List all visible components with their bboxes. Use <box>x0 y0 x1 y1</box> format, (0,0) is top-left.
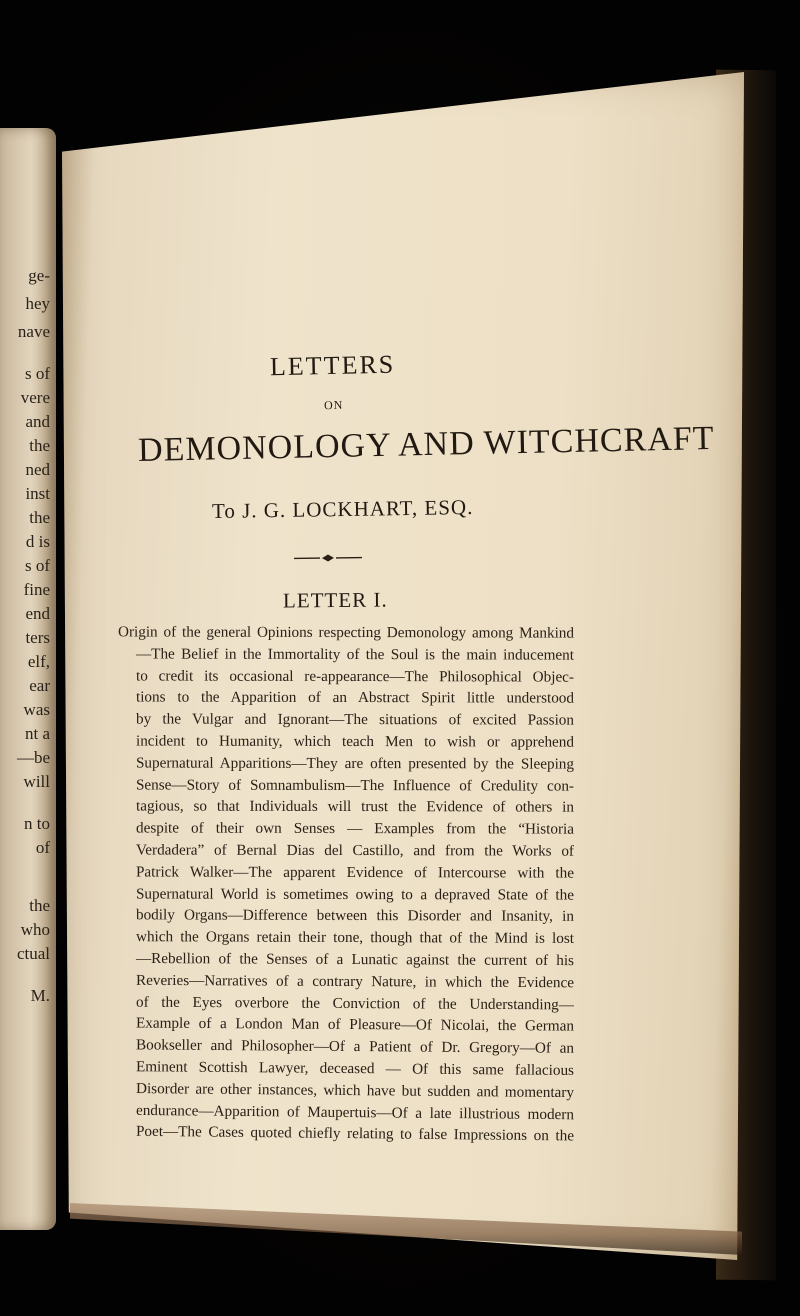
summary-line: endurance—Apparition of Maupertuis—Of a late illustrious modern <box>135 1101 575 1123</box>
left-page-fragment: ge- <box>28 266 50 285</box>
summary-line: incident to Humanity, which teach Men to wish or apprehend <box>135 732 575 751</box>
left-page-fragment: ned <box>25 460 50 479</box>
left-page-fragment: —be <box>16 748 50 767</box>
left-page-fragment: will <box>23 772 50 791</box>
summary-line: Disorder are other instances, which have but sudden and momentary <box>135 1079 575 1101</box>
left-page-fragment: nave <box>17 322 50 341</box>
summary-line: bodily Organs—Difference between this Disorder and Insanity, in <box>135 906 575 926</box>
left-page-fragment: elf, <box>27 652 50 671</box>
left-page-fragment: M. <box>30 986 50 1005</box>
summary-line: of the Eyes overbore the Conviction of the Understanding— <box>135 993 575 1013</box>
left-page-fragment: s of <box>24 364 50 383</box>
summary-line: Supernatural World is sometimes owing to a depraved State of the <box>135 885 575 904</box>
left-page-fragment: the <box>29 508 50 527</box>
summary-line: which the Organs retain their tone, though that of the Mind is lost <box>135 928 575 948</box>
left-page-fragment: vere <box>20 388 50 407</box>
title-letters: LETTERS <box>269 349 396 382</box>
summary-line: Patrick Walker—The apparent Evidence of Intercourse with the <box>135 863 575 882</box>
left-page-fragment: ters <box>25 628 50 647</box>
summary-line: —The Belief in the Immortality of the Soul is the main inducement <box>135 645 575 664</box>
summary-line: by the Vulgar and Ignorant—The situations of excited Passion <box>135 710 575 729</box>
left-page-fragment: fine <box>23 580 50 599</box>
summary-line: —Rebellion of the Senses of a Lunatic against the current of his <box>135 949 575 970</box>
left-page-fragment: inst <box>25 484 50 503</box>
summary-line: Supernatural Apparitions—They are often presented by the Sleeping <box>135 754 575 773</box>
left-page-fragment: d is <box>25 532 50 551</box>
summary-line: Example of a London Man of Pleasure—Of Nicolai, the German <box>135 1014 575 1035</box>
left-page-fragment: the <box>29 896 50 915</box>
left-page-fragment: who <box>20 920 50 939</box>
left-page-fragment: s of <box>24 556 50 575</box>
summary-line: tagious, so that Individuals will trust the Evidence of others in <box>135 797 575 816</box>
letter-heading: LETTER I. <box>282 587 388 613</box>
summary-line: to credit its occasional re-appearance—The Philosophical Objec- <box>135 667 575 686</box>
letter-summary <box>118 622 574 1145</box>
summary-line: Eminent Scottish Lawyer, deceased — Of this same fallacious <box>135 1058 575 1079</box>
left-page-fragment: ctual <box>16 944 50 963</box>
left-page-fragment: the <box>29 436 50 455</box>
left-page-fragment: of <box>35 838 50 857</box>
left-page-fragment: nt a <box>24 724 50 743</box>
ornament-divider <box>294 553 362 564</box>
book-title-text: DEMONOLOGY AND WITCHCRAFT <box>137 419 715 470</box>
left-page-fragment: hey <box>25 294 50 313</box>
summary-line: Poet—The Cases quoted chiefly relating to false Impressions on the <box>135 1123 575 1145</box>
summary-line: Bookseller and Philosopher—Of a Patient of Dr. Gregory—Of an <box>135 1036 575 1057</box>
left-page-fragment: n to <box>24 814 50 833</box>
summary-line: despite of their own Senses — Examples from the “Historia <box>135 819 575 838</box>
left-facing-page <box>0 128 56 1230</box>
summary-line: Verdadera” of Bernal Dias del Castillo, and from the Works of <box>135 841 575 860</box>
dedication-text: To J. G. LOCKHART, ESQ. <box>211 494 474 524</box>
summary-line: Origin of the general Opinions respecting Demonology among Mankind <box>117 623 575 642</box>
summary-line: Sense—Story of Somnambulism—The Influence of Credulity con- <box>135 776 575 795</box>
dedication <box>212 495 474 524</box>
summary-line: tions to the Apparition of an Abstract Spirit little understood <box>135 688 575 707</box>
summary-line: Reveries—Narratives of a contrary Nature, in which the Evidence <box>135 971 575 992</box>
left-page-fragment: ear <box>29 676 50 695</box>
title-on: ON <box>323 397 344 413</box>
left-page-fragment: was <box>23 700 50 719</box>
left-page-fragment: end <box>25 604 50 623</box>
left-page-fragment: and <box>25 412 50 431</box>
